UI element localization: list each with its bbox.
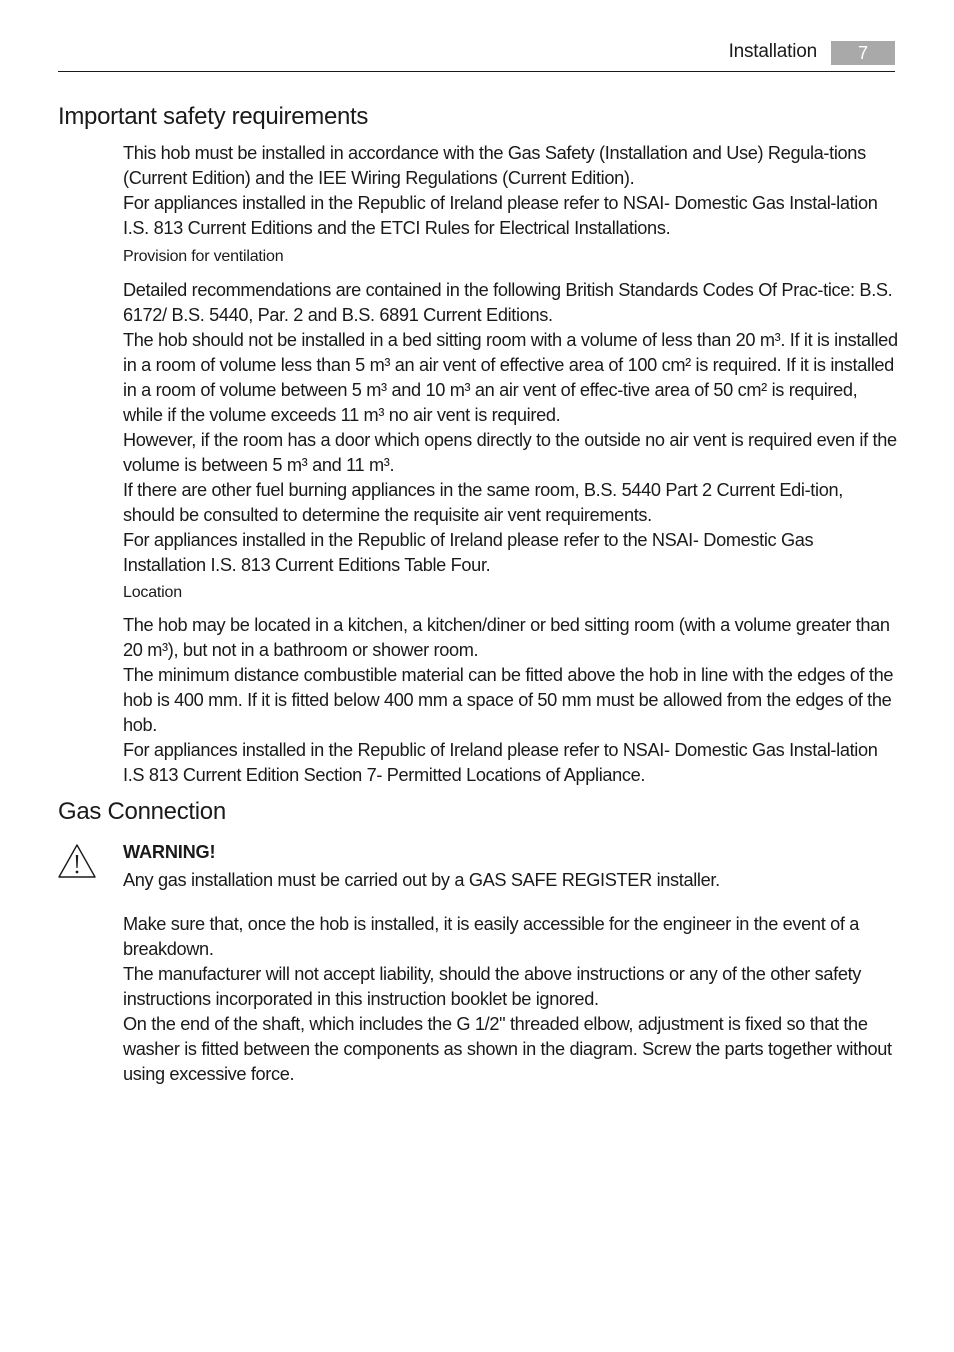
paragraph: This hob must be installed in accordance with the Gas Safety (Installation and Use) Regula-tions (Current Edition) and the IEE Wiring Regulations (Current Edition). — [123, 143, 866, 188]
gas-connection-section — [123, 912, 898, 1087]
paragraph: However, if the room has a door which opens directly to the outside no air vent is required even if the volume is between 5 m³ and 11 m³. — [123, 430, 897, 475]
safety-heading: Important safety requirements — [58, 103, 369, 130]
warning-title: WARNING! — [123, 842, 216, 862]
paragraph: For appliances installed in the Republic of Ireland please refer to the NSAI- Domestic Gas Installation I.S. 813 Current Editions Table Four. — [123, 530, 814, 575]
paragraph: Make sure that, once the hob is installed, it is easily accessible for the engineer in the event of a breakdown. — [123, 914, 860, 959]
paragraph: The manufacturer will not accept liability, should the above instructions or any of the other safety instructions incorporated in this instruction booklet be ignored. — [123, 964, 862, 1009]
ventilation-subheading: Provision for ventilation — [123, 248, 284, 265]
warning-text: Any gas installation must be carried out by a GAS SAFE REGISTER installer. — [123, 870, 720, 890]
warning-text-block — [123, 868, 898, 893]
paragraph: The hob should not be installed in a bed sitting room with a volume of less than 20 m³. If it is installed in a room of volume less than 5 m³ an air vent of effective area of 100 cm² is required. If it is installed in a room of volume between 5 m³ and 10 m³ an air vent of effec-tive area of 50 cm² is required, while if the volume exceeds 11 m³ no air vent is required. — [123, 330, 898, 425]
paragraph: On the end of the shaft, which includes the G 1/2" threaded elbow, adjustment is fixed so that the washer is fitted between the components as shown in the diagram. Screw the parts together without using excessive force. — [123, 1014, 892, 1084]
page-header — [58, 40, 895, 72]
paragraph: If there are other fuel burning appliances in the same room, B.S. 5440 Part 2 Current Edi-tion, should be consulted to determine the requisite air vent requirements. — [123, 480, 843, 525]
paragraph: The minimum distance combustible material can be fitted above the hob in line with the edges of the hob is 400 mm. If it is fitted below 400 mm a space of 50 mm must be allowed from the edges of the hob. — [123, 665, 894, 735]
gas-connection-heading: Gas Connection — [58, 798, 226, 825]
location-section — [123, 613, 898, 788]
paragraph: For appliances installed in the Republic of Ireland please refer to NSAI- Domestic Gas Instal-lation I.S 813 Current Edition Section 7- Permitted Locations of Appliance. — [123, 740, 878, 785]
location-subheading: Location — [123, 584, 182, 601]
paragraph: Detailed recommendations are contained in the following British Standards Codes Of Prac-tice: B.S. 6172/ B.S. 5440, Par. 2 and B.S. 6891 Current Editions. — [123, 280, 893, 325]
warning-triangle-icon — [57, 843, 97, 879]
paragraph: For appliances installed in the Republic of Ireland please refer to NSAI- Domestic Gas Instal-lation I.S. 813 Current Editions and the ETCI Rules for Electrical Installations. — [123, 193, 878, 238]
paragraph: The hob may be located in a kitchen, a kitchen/diner or bed sitting room (with a volume greater than 20 m³), but not in a bathroom or shower room. — [123, 615, 890, 660]
page-number: 7 — [831, 41, 895, 65]
section-title: Installation — [728, 41, 817, 62]
ventilation-section — [123, 278, 898, 578]
safety-intro — [123, 141, 898, 241]
